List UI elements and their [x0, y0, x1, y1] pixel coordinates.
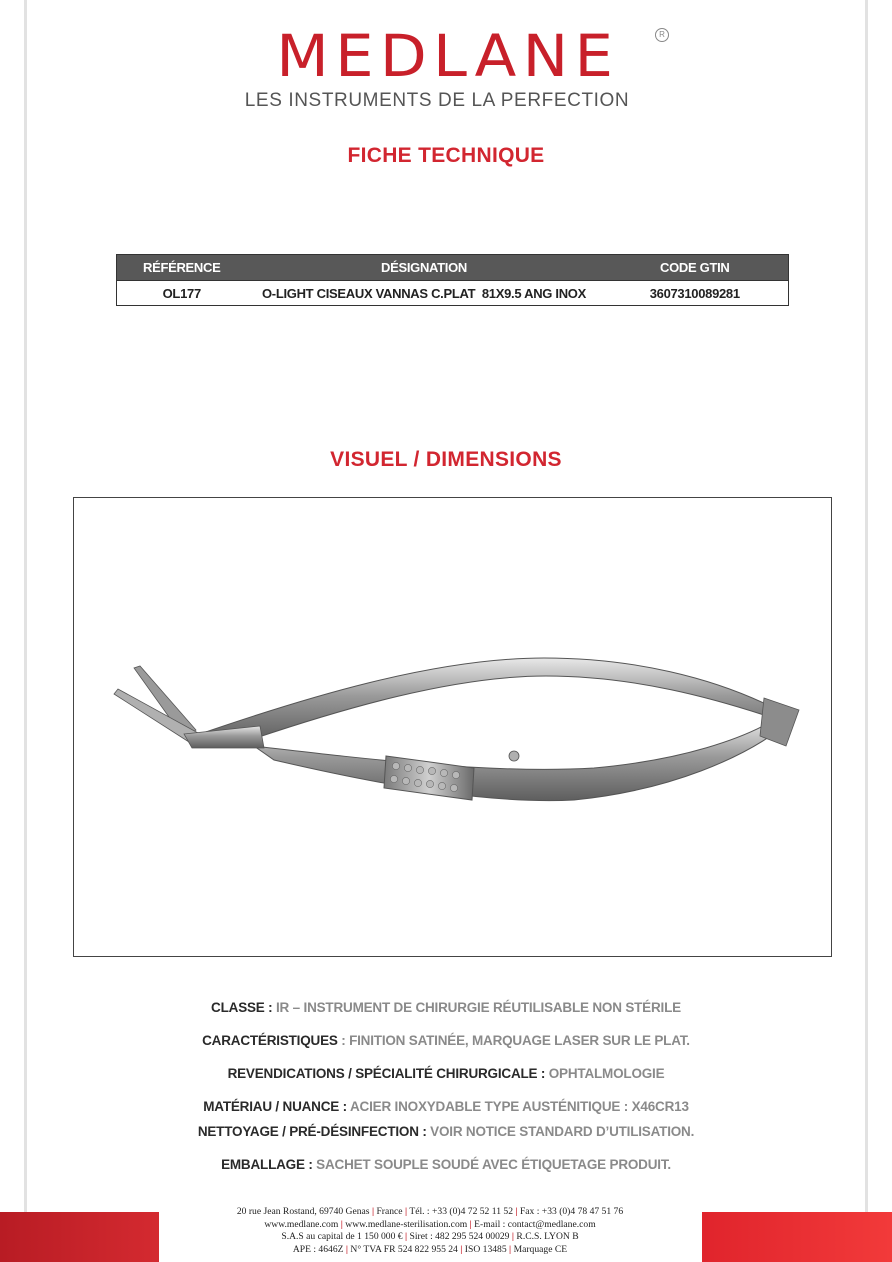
footer-address: 20 rue Jean Rostand, 69740 Genas — [236, 1206, 370, 1217]
footer-separator: | — [340, 1218, 343, 1230]
footer-separator: | — [511, 1231, 515, 1242]
footer-red-bar-right — [702, 1212, 892, 1262]
footer-phone: Tél. : +33 (0)4 72 52 11 52 — [409, 1206, 513, 1217]
footer-separator: | — [460, 1243, 463, 1255]
medlane-logo — [222, 22, 672, 116]
registered-mark-icon: R — [655, 28, 669, 42]
table-row — [117, 281, 789, 306]
fiche-technique-title: FICHE TECHNIQUE — [347, 144, 545, 167]
footer-ape: APE : 4646Z — [292, 1243, 344, 1255]
cell-designation: O-LIGHT CISEAUX VANNAS C.PLAT 81X9.5 ANG INOX — [247, 281, 602, 306]
spec-label: REVENDICATIONS / SPÉCIALITÉ CHIRURGICALE : — [227, 1066, 546, 1081]
spec-classe — [0, 1000, 892, 1015]
footer-separator: | — [404, 1206, 408, 1217]
left-border-line — [24, 0, 27, 1212]
spec-caracteristiques — [0, 1033, 892, 1048]
cell-gtin: 3607310089281 — [602, 281, 789, 306]
footer-line-web — [160, 1219, 700, 1232]
product-image-frame — [73, 497, 832, 957]
footer-separator: | — [469, 1218, 472, 1230]
footer-line-certifications — [160, 1244, 700, 1257]
spec-value: OPHTALMOLOGIE — [545, 1066, 665, 1081]
footer-email[interactable]: E-mail : contact@medlane.com — [474, 1218, 596, 1230]
footer-website-link[interactable]: www.medlane.com — [264, 1218, 339, 1230]
spec-value: : FINITION SATINÉE, MARQUAGE LASER SUR LE PLAT. — [337, 1033, 690, 1048]
footer-company-info — [160, 1206, 700, 1256]
footer-separator: | — [509, 1243, 512, 1255]
vannas-scissors-image — [74, 498, 831, 956]
header-gtin: CODE GTIN — [602, 255, 789, 281]
spec-label: EMBALLAGE : — [221, 1157, 313, 1172]
spec-nettoyage — [0, 1124, 892, 1139]
spec-value: VOIR NOTICE STANDARD D’UTILISATION. — [426, 1124, 695, 1139]
spec-value: SACHET SOUPLE SOUDÉ AVEC ÉTIQUETAGE PRODUIT. — [312, 1157, 671, 1172]
footer-fax: Fax : +33 (0)4 78 47 51 76 — [519, 1206, 624, 1217]
footer-line-legal — [160, 1231, 700, 1244]
right-border-line — [865, 0, 868, 1212]
header-designation: DÉSIGNATION — [247, 255, 602, 281]
spec-value: IR – INSTRUMENT DE CHIRURGIE RÉUTILISABLE NON STÉRILE — [272, 1000, 681, 1015]
footer-capital: S.A.S au capital de 1 150 000 € — [281, 1231, 403, 1242]
logo-wordmark: MEDLANE — [276, 22, 620, 90]
footer-separator: | — [371, 1206, 375, 1217]
footer-sterilisation-link[interactable]: www.medlane-sterilisation.com — [345, 1218, 468, 1230]
footer-siret: Siret : 482 295 524 00029 — [409, 1231, 510, 1242]
spec-revendications — [0, 1066, 892, 1081]
visuel-dimensions-title: VISUEL / DIMENSIONS — [330, 448, 562, 471]
spec-label: NETTOYAGE / PRÉ-DÉSINFECTION : — [197, 1124, 427, 1139]
footer-line-address — [160, 1206, 700, 1219]
footer-separator: | — [515, 1206, 518, 1217]
spec-label: MATÉRIAU / NUANCE : — [203, 1099, 347, 1114]
footer-country: France — [376, 1206, 403, 1217]
footer-tva: N° TVA FR 524 822 955 24 — [350, 1243, 458, 1255]
footer-ce: Marquage CE — [513, 1243, 568, 1255]
header-reference: RÉFÉRENCE — [117, 255, 247, 281]
spec-emballage — [0, 1157, 892, 1172]
cell-reference: OL177 — [117, 281, 247, 306]
footer-separator: | — [345, 1243, 349, 1255]
footer-separator: | — [405, 1231, 408, 1242]
logo-tagline: LES INSTRUMENTS DE LA PERFECTION — [244, 90, 630, 111]
spec-materiau — [0, 1099, 892, 1114]
footer-red-bar-left — [0, 1212, 159, 1262]
table-header-row — [117, 255, 789, 281]
spec-label: CARACTÉRISTIQUES — [202, 1033, 338, 1048]
spec-value: ACIER INOXYDABLE TYPE AUSTÉNITIQUE : X46CR13 — [346, 1099, 689, 1114]
reference-table — [116, 254, 789, 306]
footer-iso: ISO 13485 — [464, 1243, 507, 1255]
spec-label: CLASSE : — [211, 1000, 273, 1015]
footer-rcs: R.C.S. LYON B — [516, 1231, 579, 1242]
